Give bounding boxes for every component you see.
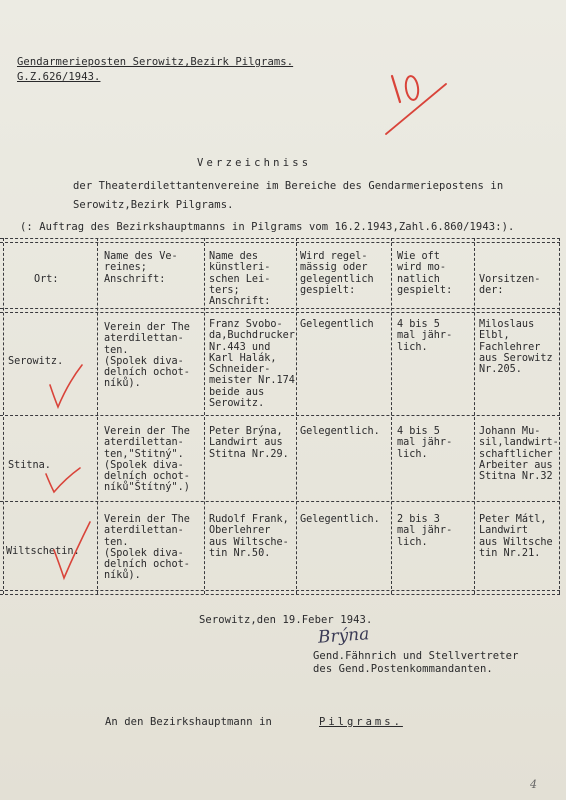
header-wie: Wie oft wird mo- natlich gespielt:: [397, 251, 453, 296]
row-3-wie: 2 bis 3 mal jähr- lich.: [397, 514, 453, 548]
row-3-leiter: Rudolf Frank, Oberlehrer aus Wiltsche- tin Nr.50.: [209, 514, 289, 559]
row-1-name: Verein der The aterdilettan- ten. (Spolek diva- delních ochot- níků).: [104, 322, 190, 390]
subtitle-line-1: der Theaterdilettantenvereine im Bereiche des Gendarmeriepostens in: [73, 180, 504, 192]
header-reference: G.Z.626/1943.: [17, 71, 101, 83]
row-2-name: Verein der The aterdilettan- ten,"Stitný". (Spolek diva- delních ochot- níků"Štítný".): [104, 426, 190, 494]
row-2-leiter: Peter Brýna, Landwirt aus Stitna Nr.29.: [209, 426, 289, 460]
addressee-place: Pilgrams.: [319, 716, 403, 728]
check-mark-icon: [46, 363, 86, 411]
row-1-wie: 4 bis 5 mal jähr- lich.: [397, 319, 453, 353]
rank-line-1: Gend.Fähnrich und Stellvertreter: [313, 650, 519, 662]
check-mark-icon: [42, 466, 84, 496]
header-post: Gendarmerieposten Serowitz,Bezirk Pilgrams.: [17, 56, 294, 68]
header-ort: Ort:: [34, 274, 59, 285]
place-date: Serowitz,den 19.Feber 1943.: [199, 614, 373, 626]
header-leiter: Name des künstleri- schen Lei- ters; Anschrift:: [209, 251, 271, 308]
row-3-name: Verein der The aterdilettan- ten. (Spolek diva- delních ochot- níků).: [104, 514, 190, 582]
check-mark-icon: [50, 520, 94, 582]
signature: Brýna: [317, 624, 370, 648]
row-1-leiter: Franz Svobo- da,Buchdrucker Nr.443 und Karl Halák, Schneider- meister Nr.174 beide aus Serowitz.: [209, 319, 295, 410]
row-2-wie: 4 bis 5 mal jähr- lich.: [397, 426, 453, 460]
row-3-wird: Gelegentlich.: [300, 514, 380, 525]
row-2-vors: Johann Mu- sil,landwirt- schaftlicher Arbeiter aus Stitna Nr.32: [479, 426, 559, 483]
row-2-wird: Gelegentlich.: [300, 426, 380, 437]
rank-line-2: des Gend.Postenkommandanten.: [313, 663, 493, 675]
red-number-mark: [380, 64, 460, 144]
header-vors: Vorsitzen- der:: [479, 274, 541, 297]
addressee-prefix: An den Bezirkshauptmann in: [105, 716, 272, 728]
header-wird: Wird regel- mässig oder gelegentlich gespielt:: [300, 251, 374, 296]
page-mark: 4: [530, 778, 537, 791]
row-1-ort: Serowitz.: [8, 356, 64, 367]
header-name: Name des Ve- reines; Anschrift:: [104, 251, 178, 285]
order-line: (: Auftrag des Bezirkshauptmanns in Pilgrams vom 16.2.1943,Zahl.6.860/1943:).: [20, 221, 515, 233]
row-1-wird: Gelegentlich: [300, 319, 374, 330]
row-1-vors: Miloslaus Elbl, Fachlehrer aus Serowitz Nr.205.: [479, 319, 553, 376]
clubs-table: [0, 238, 560, 594]
row-3-vors: Peter Mátl, Landwirt aus Wiltsche tin Nr.21.: [479, 514, 553, 559]
document-title: Verzeichniss: [197, 157, 312, 169]
subtitle-line-2: Serowitz,Bezirk Pilgrams.: [73, 199, 234, 211]
row-2-ort: Stitna.: [8, 460, 51, 471]
row-3-ort: Wiltschetin.: [6, 546, 80, 557]
